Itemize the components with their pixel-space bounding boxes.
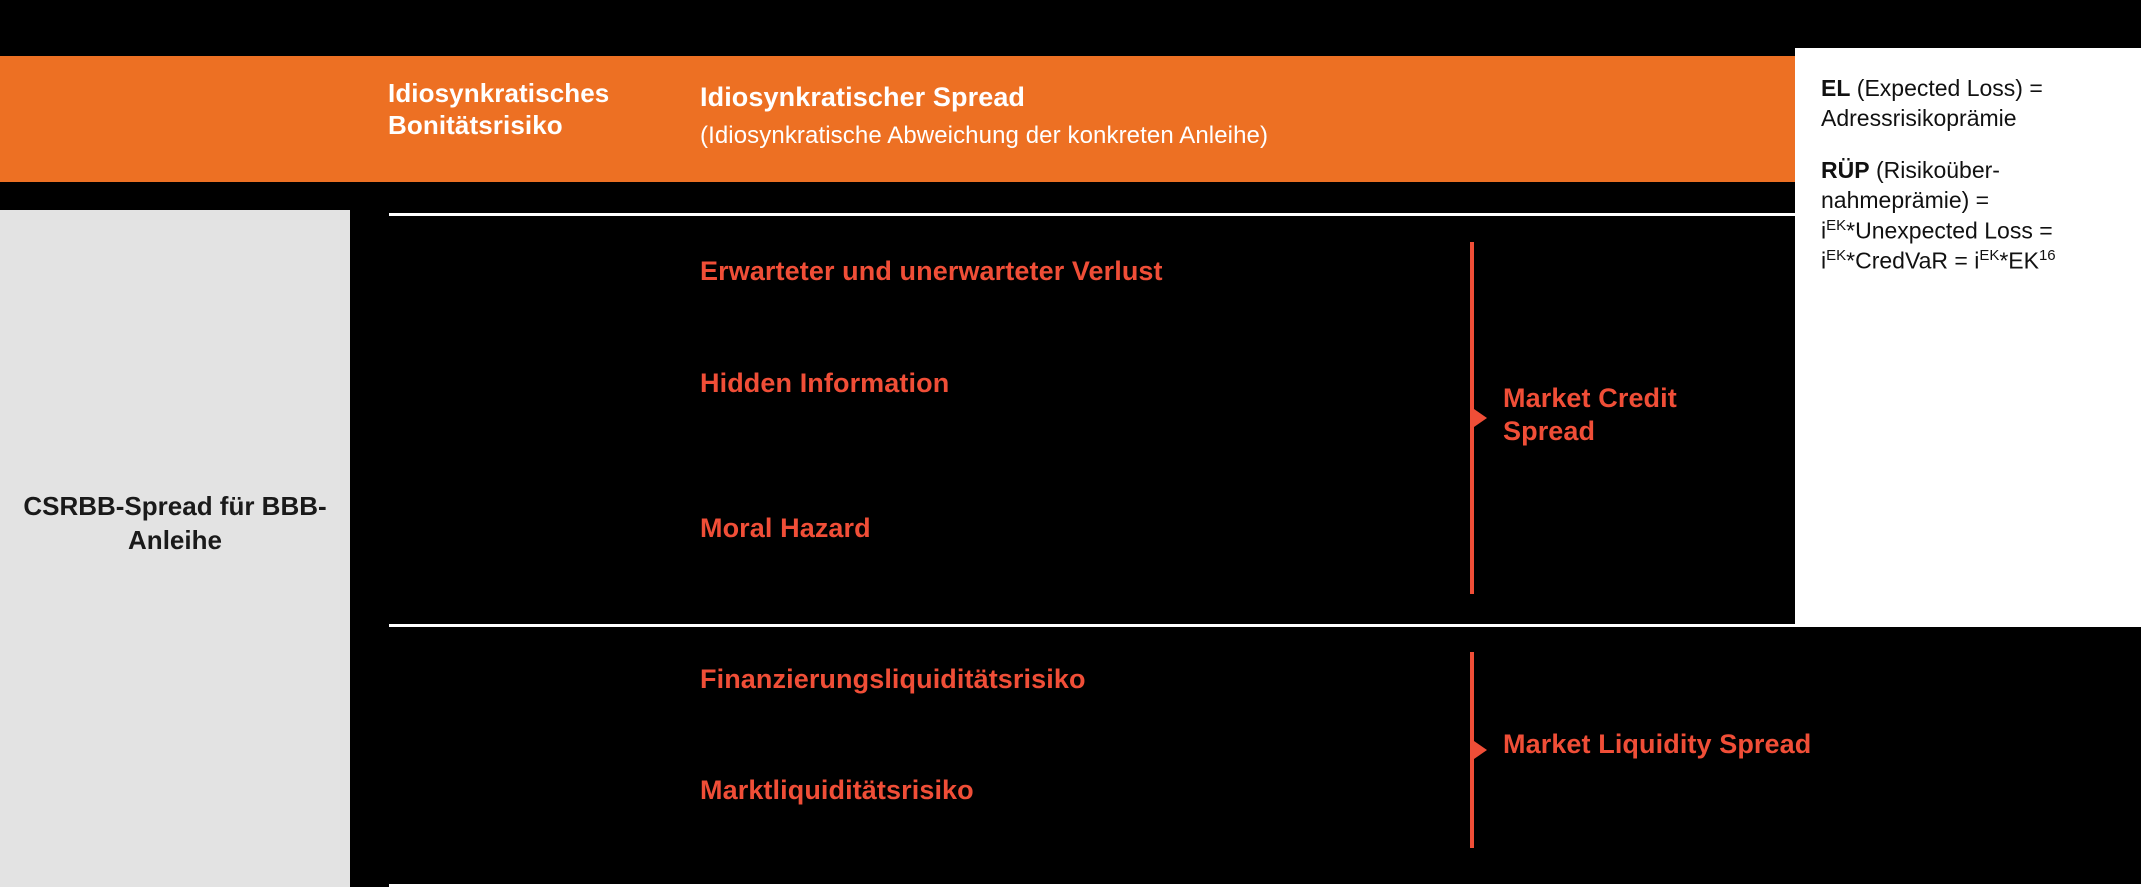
callout-ruep-definition (1821, 156, 2119, 277)
header-band (0, 56, 1795, 182)
risk-item: Finanzierungsliquiditätsrisiko (700, 664, 1086, 694)
callout-el-term: EL (1821, 75, 1851, 101)
group-label: Market Credit Spread (1503, 383, 1677, 446)
callout-el-definition (1821, 74, 2119, 134)
callout-ruep-text-5: *CredVaR = i (1846, 247, 1980, 274)
arrow-right-icon (1474, 741, 1487, 759)
callout-ruep-text-3: *Unexpected Loss = (1846, 217, 2053, 244)
group-label: Market Liquidity Spread (1503, 729, 1812, 759)
callout-el-text: (Expected Loss) = Adressrisikoprämie (1821, 75, 2043, 131)
callout-ruep-text-1: (Risikoüber- nahmeprämie) = (1821, 156, 2000, 213)
callout-ruep-text-2: i (1821, 217, 1827, 244)
callout-ruep-text-6: *EK (1999, 247, 2039, 274)
risk-item: Hidden Information (700, 368, 950, 398)
header-left-label: Idiosynkratisches Bonitätsrisiko (388, 78, 610, 140)
callout-ruep-sup-1: EK (1826, 216, 1847, 234)
callout-box (1795, 48, 2141, 625)
header-sub-title: (Idiosynkratische Abweichung der konkreten Anleihe) (700, 122, 1269, 149)
risk-item: Marktliquiditätsrisiko (700, 775, 974, 805)
callout-ruep-term: RÜP (1821, 156, 1870, 183)
callout-ruep-sup-4: 16 (2038, 247, 2056, 265)
callout-ruep-sup-3: EK (1979, 247, 2000, 265)
risk-item: Erwarteter und unerwarteter Verlust (700, 256, 1163, 286)
risk-item: Moral Hazard (700, 513, 871, 543)
header-main-title: Idiosynkratischer Spread (700, 82, 1026, 112)
arrow-right-icon (1474, 409, 1487, 427)
callout-ruep-text-4: i (1821, 247, 1827, 274)
left-panel-label: CSRBB-Spread für BBB-Anleihe (23, 491, 327, 555)
callout-ruep-sup-2: EK (1826, 247, 1847, 265)
